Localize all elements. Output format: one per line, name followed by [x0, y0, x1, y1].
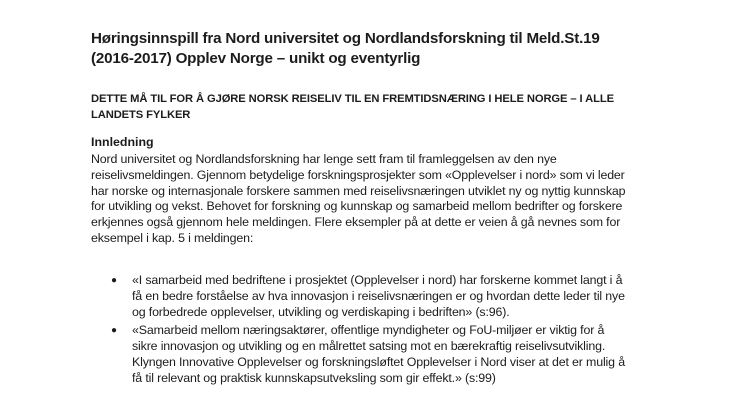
bullet-icon: ● [111, 325, 117, 337]
bullet-line: få til relevant og praktisk kunnskapsutveksling som gir effekt.» (s:99) [132, 370, 496, 385]
bullet-line: Klyngen Innovative Opplevelser og forskningsløftet Opplevelser i Nord viser at det er mulig å [132, 354, 625, 369]
bullet-line: «Samarbeid mellom næringsaktører, offentlige myndigheter og FoU-miljøer er viktig for å [132, 323, 605, 338]
paragraph-line: eksempel i kap. 5 i meldingen: [91, 230, 254, 245]
bullet-line: «I samarbeid med bedriftene i prosjektet (Opplevelser i nord) har forskerne kommet langt i å [132, 273, 623, 287]
list-item [91, 323, 731, 386]
document-subtitle [91, 92, 731, 123]
intro-paragraph [91, 152, 731, 247]
section-heading: Innledning [91, 135, 154, 149]
paragraph-line: har norske og internasjonale forskere sammen med reiselivsnæringen utviklet ny og nyttig kunnskap [91, 183, 626, 198]
list-item [91, 273, 731, 320]
bullet-line: og forbedrede opplevelser, utvikling og verdiskaping i bedriften» (s:96). [132, 304, 510, 319]
paragraph-line: erkjennes også gjennom hele meldingen. Flere eksempler på at dette er veien å gå nevnes som for [91, 215, 621, 230]
paragraph-line: reiselivsmeldingen. Gjennom betydelige forskningsprosjekter som «Opplevelser i nord» som vi leder [91, 167, 625, 182]
document-title [91, 29, 731, 69]
paragraph-line: for utvikling og vekst. Behovet for forskning og kunnskap og samarbeid mellom bedrifter og forskere [91, 199, 623, 214]
paragraph-line: Nord universitet og Nordlandsforskning har lenge sett fram til framleggelsen av den nye [91, 152, 557, 166]
bullet-line: få en bedre forståelse av hva innovasjon i reiselivsnæringen er og hvordan dette leder til nye [132, 288, 625, 303]
title-line: (2016-2017) Opplev Norge – unikt og eventyrlig [91, 50, 421, 67]
quote-list [91, 273, 731, 390]
subtitle-line: LANDETS FYLKER [91, 108, 191, 121]
bullet-icon: ● [111, 275, 117, 286]
bullet-line: sikre innovasjon og utvikling og en målrettet satsing mot en bærekraftig reiselivsutvikling. [132, 339, 606, 354]
title-line: Høringsinnspill fra Nord universitet og Nordlandsforskning til Meld.St.19 [91, 30, 600, 47]
subtitle-line: DETTE MÅ TIL FOR Å GJØRE NORSK REISELIV TIL EN FREMTIDSNÆRING I HELE NORGE – I ALLE [91, 93, 614, 105]
